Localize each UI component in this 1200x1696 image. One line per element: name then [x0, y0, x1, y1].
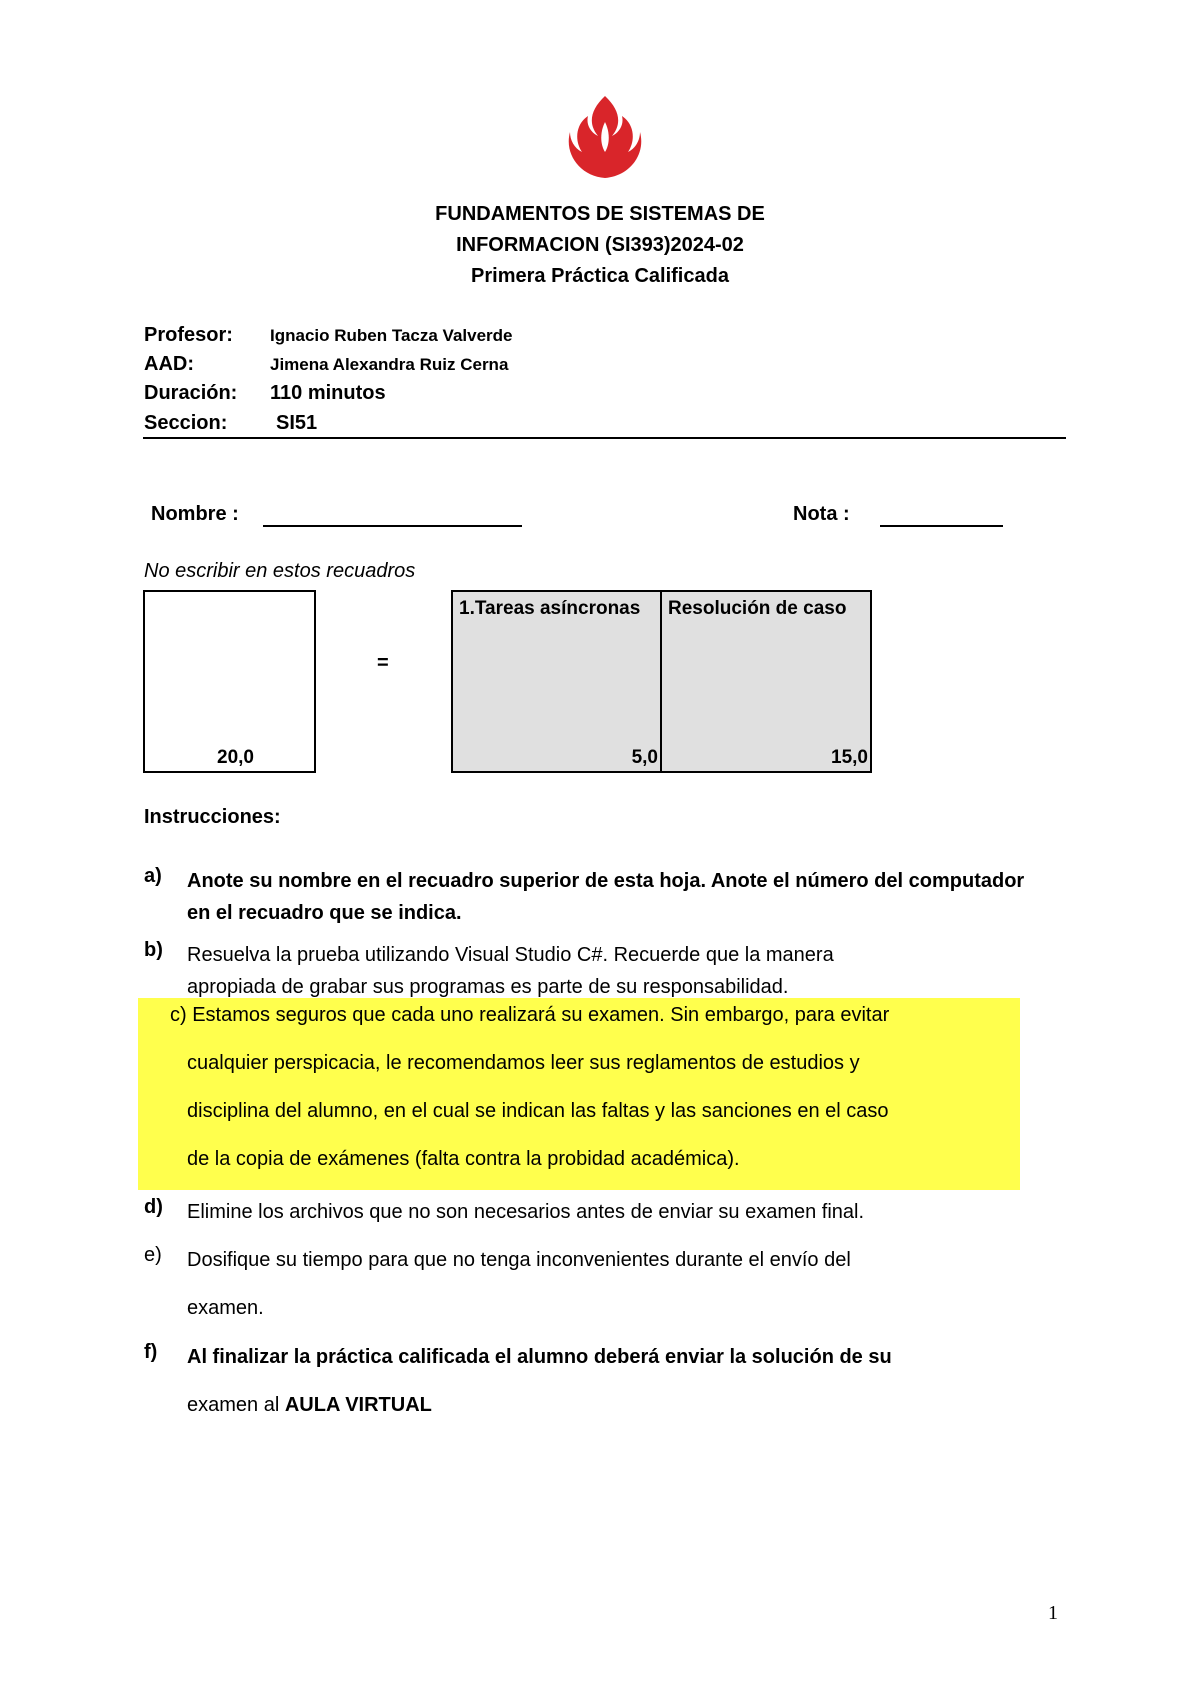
university-logo-icon	[560, 92, 650, 182]
no-write-note: No escribir en estos recuadros	[144, 560, 416, 582]
instruction-f-line2	[187, 1381, 1067, 1429]
instruction-e-line2: examen.	[187, 1297, 264, 1319]
instructions-title: Instrucciones:	[144, 806, 281, 828]
equals-sign: =	[377, 652, 389, 674]
duracion-label: Duración:	[144, 382, 238, 404]
score-cell-resolucion-header: Resolución de caso	[668, 598, 847, 619]
instruction-f	[187, 1333, 1067, 1429]
instruction-c-line3: disciplina del alumno, en el cual se indican las faltas y las sanciones en el caso	[187, 1100, 889, 1122]
profesor-value: Ignacio Ruben Tacza Valverde	[270, 326, 513, 345]
instruction-e-line1: Dosifique su tiempo para que no tenga inconvenientes durante el envío del	[187, 1249, 851, 1271]
score-cell-resolucion[interactable]	[660, 590, 872, 773]
instruction-c-highlight	[138, 998, 1020, 1190]
seccion-label: Seccion:	[144, 412, 228, 434]
instruction-f-letter: f)	[144, 1341, 158, 1363]
exam-title: Primera Práctica Calificada	[471, 265, 729, 287]
instruction-f-line2-prefix: examen al	[187, 1394, 285, 1416]
instruction-c-line4: de la copia de exámenes (falta contra la probidad académica).	[187, 1148, 740, 1170]
course-title-line2: INFORMACION (SI393)2024-02	[456, 234, 744, 256]
course-title-line1: FUNDAMENTOS DE SISTEMAS DE	[435, 203, 765, 225]
instruction-e	[187, 1236, 1067, 1332]
instruction-d-line1: Elimine los archivos que no son necesarios antes de enviar su examen final.	[187, 1201, 865, 1223]
header-divider	[143, 437, 1066, 439]
total-score-value: 20,0	[217, 747, 254, 768]
nota-field[interactable]	[880, 525, 1003, 527]
aad-label: AAD:	[144, 353, 194, 375]
seccion-value: SI51	[276, 412, 318, 434]
instruction-c-line2: cualquier perspicacia, le recomendamos leer sus reglamentos de estudios y	[187, 1052, 860, 1074]
score-cell-tareas-value: 5,0	[631, 747, 658, 768]
instruction-d	[187, 1196, 1067, 1228]
score-cell-tareas-header: 1.Tareas asíncronas	[459, 598, 641, 619]
profesor-label: Profesor:	[144, 324, 233, 346]
instruction-a-line2: en el recuadro que se indica.	[187, 902, 462, 924]
aad-value: Jimena Alexandra Ruiz Cerna	[270, 355, 509, 374]
instruction-c-line1: c) Estamos seguros que cada uno realizará su examen. Sin embargo, para evitar	[170, 1004, 890, 1026]
page-number: 1	[1048, 1602, 1058, 1624]
instruction-a-letter: a)	[144, 865, 162, 887]
duracion-value: 110 minutos	[270, 382, 386, 404]
instruction-b	[187, 939, 1067, 1003]
instruction-b-line1: Resuelva la prueba utilizando Visual Studio C#. Recuerde que la manera	[187, 944, 834, 966]
instruction-f-line1: Al finalizar la práctica calificada el alumno deberá enviar la solución de su	[187, 1346, 892, 1368]
score-cell-resolucion-value: 15,0	[831, 747, 868, 768]
instruction-a	[187, 865, 1067, 929]
aula-virtual-text: AULA VIRTUAL	[284, 1394, 432, 1416]
instruction-a-line1: Anote su nombre en el recuadro superior de esta hoja. Anote el número del computador	[187, 870, 1025, 892]
nombre-label: Nombre :	[151, 503, 239, 525]
total-score-box[interactable]	[143, 590, 316, 773]
instruction-b-line2: apropiada de grabar sus programas es parte de su responsabilidad.	[187, 976, 789, 998]
score-cell-tareas[interactable]	[451, 590, 662, 773]
nota-label: Nota :	[793, 503, 850, 525]
nombre-field[interactable]	[263, 525, 522, 527]
instruction-b-letter: b)	[144, 939, 163, 961]
instruction-e-letter: e)	[144, 1244, 162, 1266]
instruction-d-letter: d)	[144, 1196, 163, 1218]
